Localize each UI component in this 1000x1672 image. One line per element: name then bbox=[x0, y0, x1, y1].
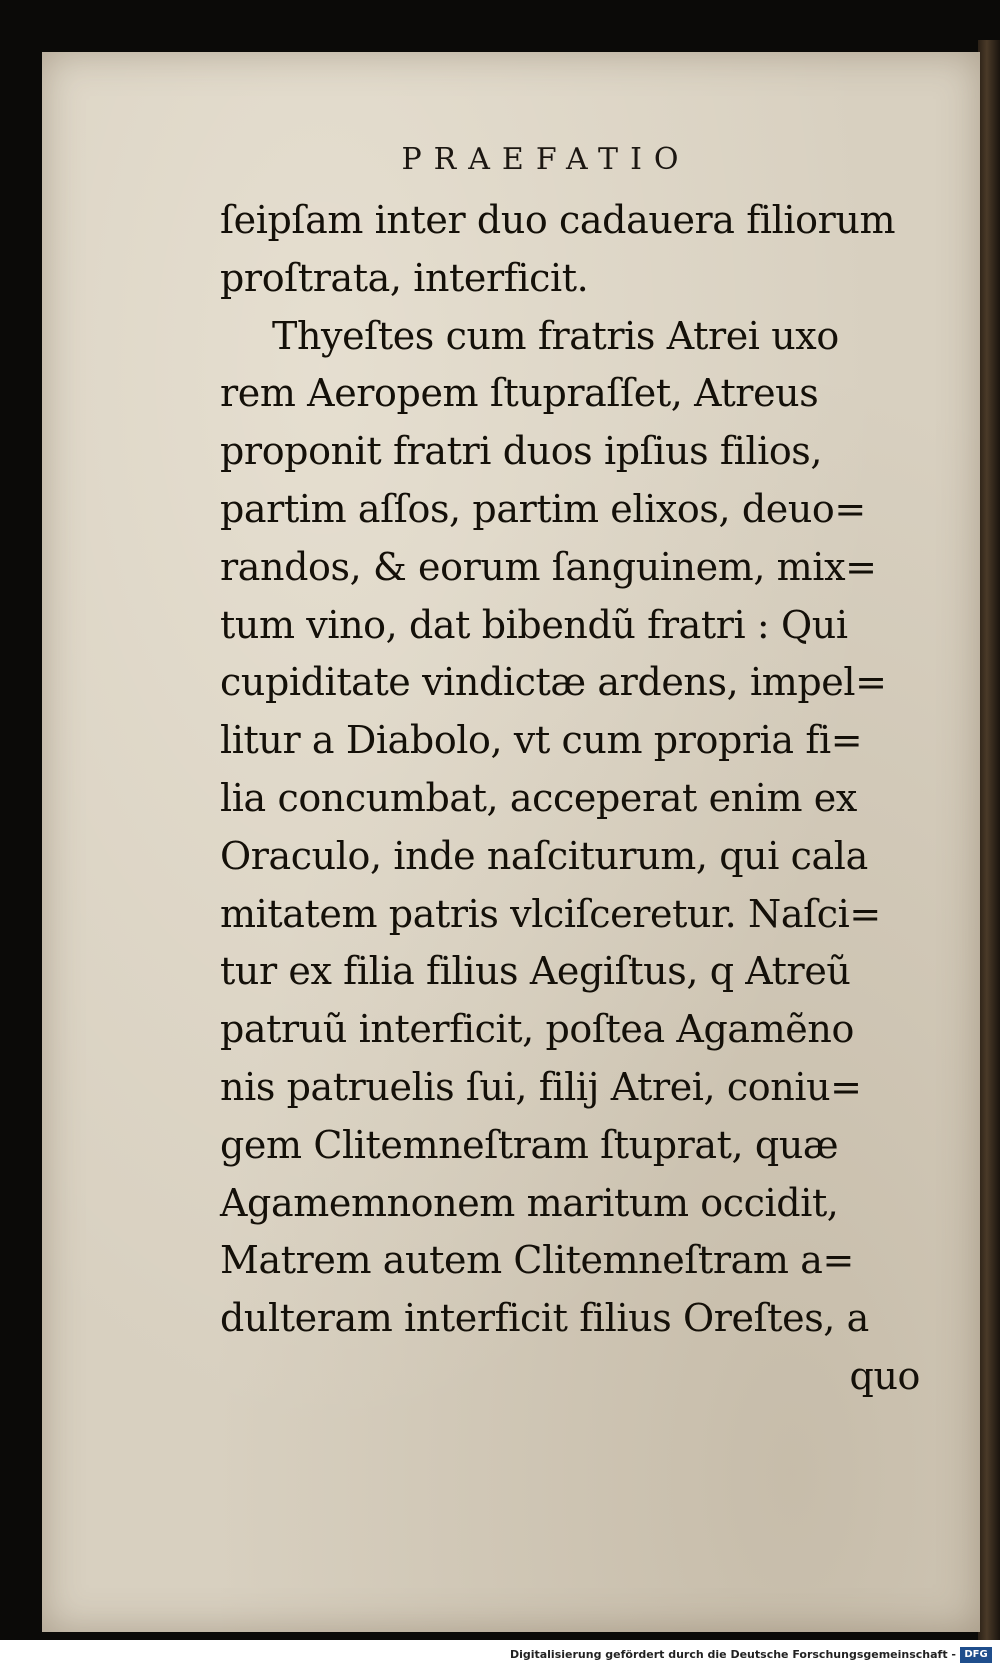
text-line: dulteram interficit filius Oreſtes, a bbox=[220, 1296, 869, 1341]
text-block bbox=[220, 192, 920, 1406]
text-line: tum vino, dat bibendũ fratri : Qui bbox=[220, 602, 848, 647]
text-line: litur a Diabolo, vt cum propria fi= bbox=[220, 718, 863, 763]
text-line: Matrem autem Clitemneſtram a= bbox=[220, 1238, 854, 1283]
text-line: nis patruelis ſui, filij Atrei, coniu= bbox=[220, 1064, 862, 1109]
text-line: lia concumbat, acceperat enim ex bbox=[220, 775, 857, 820]
catchword: quo bbox=[849, 1353, 920, 1398]
text-line: proſtrata, interficit. bbox=[220, 255, 589, 300]
book-edge bbox=[978, 40, 1000, 1640]
dfg-logo: DFG bbox=[960, 1647, 992, 1663]
text-line: mitatem patris vlciſceretur. Naſci= bbox=[220, 891, 881, 936]
text-line: proponit fratri duos ipſius filios, bbox=[220, 429, 823, 474]
footer-bar bbox=[0, 1640, 1000, 1672]
book-page bbox=[42, 52, 980, 1632]
text-line: patruũ interficit, poſtea Agamẽno bbox=[220, 1007, 854, 1052]
text-line: cupiditate vindictæ ardens, impel= bbox=[220, 660, 887, 705]
funding-notice: Digitalisierung gefördert durch die Deutsche Forschungsgemeinschaft - bbox=[509, 1648, 956, 1661]
text-line: tur ex filia filius Aegiſtus, q Atreũ bbox=[220, 949, 851, 994]
text-line: Thyeſtes cum fratris Atrei uxo bbox=[272, 313, 839, 358]
text-line: gem Clitemneſtram ſtuprat, quæ bbox=[220, 1122, 839, 1167]
text-line: rem Aeropem ſtupraſſet, Atreus bbox=[220, 371, 819, 416]
text-line: Oraculo, inde naſciturum, qui cala bbox=[220, 833, 868, 878]
text-line: Agamemnonem maritum occidit, bbox=[220, 1180, 839, 1225]
text-line: ſeipſam inter duo cadauera filiorum bbox=[220, 198, 896, 242]
running-head: PRAEFATIO bbox=[401, 142, 691, 177]
text-line: partim aſſos, partim elixos, deuo= bbox=[220, 486, 866, 531]
text-line: randos, & eorum ſanguinem, mix= bbox=[220, 544, 877, 589]
